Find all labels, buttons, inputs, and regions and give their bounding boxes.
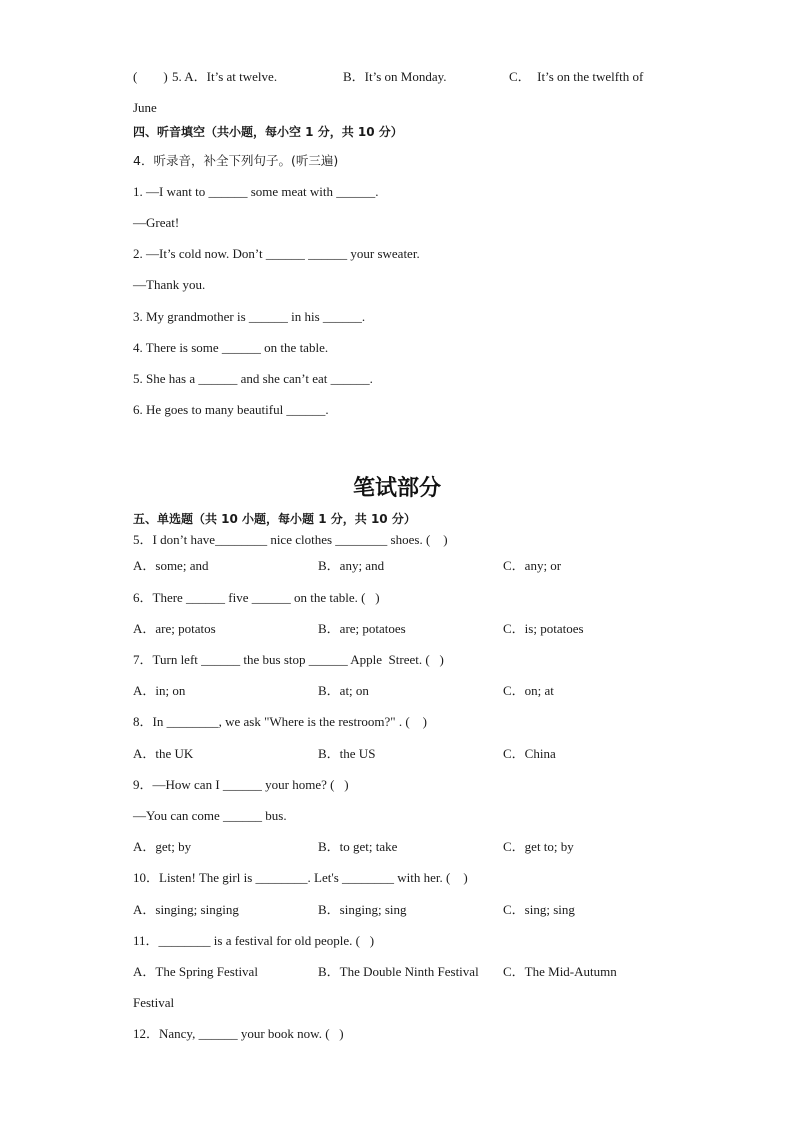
fill-blank-line: 4. There is some ______ on the table.	[133, 340, 329, 355]
question-text: 10．Listen! The girl is ________. Let's ________ with her. ( )	[133, 870, 468, 885]
question-option-b: B．the US	[318, 746, 376, 761]
question-text: —You can come ______ bus.	[133, 808, 287, 823]
question-option-a: A．get; by	[133, 839, 192, 854]
question-option-a: A．are; potatos	[133, 621, 216, 636]
question-option-c: C．The Mid-Autumn	[503, 964, 617, 979]
question-option-b: B．singing; sing	[318, 902, 407, 917]
question-option-b: B．It’s on Monday.	[343, 69, 447, 84]
fill-blank-line: —Thank you.	[133, 277, 206, 292]
instruction-text: 4．听录音，补全下列句子。(听三遍)	[133, 153, 339, 168]
question-option-b: B．The Double Ninth Festival	[318, 964, 479, 979]
question-option-c: C．is; potatoes	[503, 621, 584, 636]
question-option-b: B．any; and	[318, 558, 385, 573]
question-option-c: C．sing; sing	[503, 902, 575, 917]
fill-blank-line: 3. My grandmother is ______ in his ______.	[133, 309, 366, 324]
question-option-a: A．The Spring Festival	[133, 964, 258, 979]
fill-blank-line: —Great!	[133, 215, 180, 230]
question-option-a: A．in; on	[133, 683, 186, 698]
question-text: 9．—How can I ______ your home? ( )	[133, 777, 349, 792]
fill-blank-line: 6. He goes to many beautiful ______.	[133, 402, 329, 417]
question-text: 12．Nancy, ______ your book now. ( )	[133, 1026, 344, 1041]
question-option-b: B．are; potatoes	[318, 621, 406, 636]
question-option-c: C． It’s on the twelfth of	[509, 69, 644, 84]
question-option-a: A．singing; singing	[133, 902, 239, 917]
page-title: 笔试部分	[352, 476, 441, 501]
section-heading: 五、单选题（共 10 小题，每小题 1 分，共 10 分）	[133, 512, 416, 526]
question-text: 11．________ is a festival for old people. ( )	[133, 933, 375, 948]
question-option-c: C．on; at	[503, 683, 554, 698]
option-c-continuation: June	[133, 100, 157, 115]
section-heading: 四、听音填空（共小题，每小空 1 分，共 10 分）	[133, 125, 403, 139]
question-option-c: C．get to; by	[503, 839, 574, 854]
question-text: 6．There ______ five ______ on the table. ( )	[133, 590, 380, 605]
fill-blank-line: 5. She has a ______ and she can’t eat ______.	[133, 371, 373, 386]
question-text: 7．Turn left ______ the bus stop ______ Apple Street. ( )	[133, 652, 444, 667]
fill-blank-line: 1. —I want to ______ some meat with ______.	[133, 184, 379, 199]
question-text: 5．I don’t have________ nice clothes ________ shoes. ( )	[133, 532, 448, 547]
question-option-b: B．to get; take	[318, 839, 398, 854]
question-option-c: C．any; or	[503, 558, 562, 573]
question-option-a: 5. A．It’s at twelve.	[172, 69, 278, 84]
fill-blank-line: 2. —It’s cold now. Don’t ______ ______ your sweater.	[133, 246, 420, 261]
answer-paren: ( )	[133, 69, 168, 84]
question-text: 8．In ________, we ask "Where is the restroom?" . ( )	[133, 714, 428, 729]
option-c-continuation: Festival	[133, 995, 175, 1010]
question-option-c: C．China	[503, 746, 556, 761]
question-option-a: A．some; and	[133, 558, 209, 573]
question-option-a: A．the UK	[133, 746, 194, 761]
question-option-b: B．at; on	[318, 683, 369, 698]
